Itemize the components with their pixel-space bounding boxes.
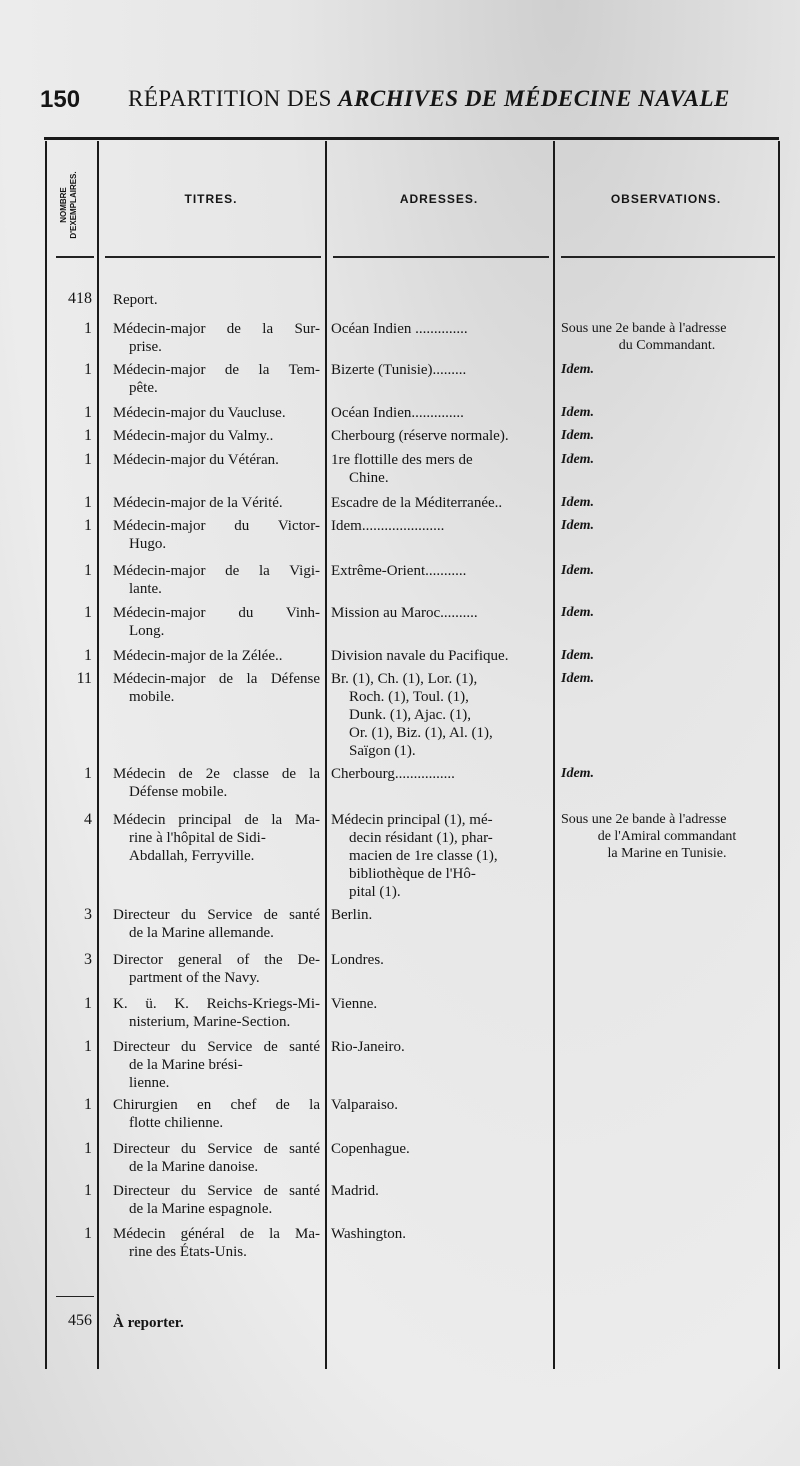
row-title-line: Médecin principal de la Ma- bbox=[113, 812, 320, 828]
column-divider-1 bbox=[97, 141, 99, 1369]
column-header-count-line2: D'EXEMPLAIRES. bbox=[69, 171, 78, 239]
row-address bbox=[331, 765, 549, 783]
row-title-line: Médecin-major du Victor- bbox=[113, 518, 320, 534]
row-observation-line: Sous une 2e bande à l'adresse bbox=[561, 812, 727, 827]
row-title-line: Médecin-major du Vinh- bbox=[113, 605, 320, 621]
row-title-line: pête. bbox=[129, 380, 158, 396]
row-count: 4 bbox=[84, 811, 92, 828]
row-address-line: Saïgon (1). bbox=[349, 743, 416, 759]
row-address bbox=[331, 494, 549, 512]
report-label: Report. bbox=[113, 292, 158, 308]
total-rule bbox=[56, 1296, 94, 1297]
row-address bbox=[331, 995, 549, 1013]
row-title-line: Médecin-major du Vétéran. bbox=[113, 452, 279, 468]
row-observation-line: Idem. bbox=[561, 405, 595, 420]
row-address-line: Madrid. bbox=[331, 1183, 379, 1199]
row-count: 1 bbox=[84, 562, 92, 579]
row-title-line: de la Marine allemande. bbox=[129, 925, 274, 941]
row-address bbox=[331, 451, 549, 487]
row-title-line: Abdallah, Ferryville. bbox=[129, 848, 255, 864]
row-title-line: Director general of the De- bbox=[113, 952, 320, 968]
row-count: 3 bbox=[84, 906, 92, 923]
row-title-line: Directeur du Service de santé bbox=[113, 1141, 320, 1157]
row-address bbox=[331, 1096, 549, 1114]
row-address bbox=[331, 647, 549, 665]
row-observation-line: du Commandant. bbox=[618, 338, 716, 353]
row-address bbox=[331, 906, 549, 924]
row-address-line: Médecin principal (1), mé- bbox=[331, 812, 493, 828]
row-count: 1 bbox=[84, 647, 92, 664]
row-title bbox=[113, 951, 320, 987]
row-observation bbox=[561, 517, 773, 534]
row-count: 1 bbox=[84, 995, 92, 1012]
row-count: 1 bbox=[84, 604, 92, 621]
column-divider-2 bbox=[325, 141, 327, 1369]
row-observation bbox=[561, 494, 773, 511]
row-observation bbox=[561, 811, 773, 862]
row-title bbox=[113, 494, 320, 512]
row-title-line: mobile. bbox=[129, 689, 175, 705]
row-count: 1 bbox=[84, 1038, 92, 1055]
row-address bbox=[331, 361, 549, 379]
row-count: 1 bbox=[84, 427, 92, 444]
row-address bbox=[331, 1140, 549, 1158]
row-observation bbox=[561, 604, 773, 621]
row-title-line: Défense mobile. bbox=[129, 784, 228, 800]
report-count: 418 bbox=[68, 290, 92, 307]
row-title bbox=[113, 451, 320, 469]
row-address-line: bibliothèque de l'Hô- bbox=[349, 866, 476, 882]
row-observation bbox=[561, 647, 773, 664]
row-observation bbox=[561, 562, 773, 579]
row-address-line: Berlin. bbox=[331, 907, 373, 923]
row-address-line: Chine. bbox=[349, 470, 389, 486]
row-observation-line: Idem. bbox=[561, 495, 595, 510]
row-address-line: Escadre de la Méditerranée.. bbox=[331, 495, 503, 511]
row-address-line: Rio-Janeiro. bbox=[331, 1039, 405, 1055]
row-title-line: lante. bbox=[129, 581, 162, 597]
row-address-line: Océan Indien.............. bbox=[331, 405, 464, 421]
row-count: 1 bbox=[84, 451, 92, 468]
row-count: 1 bbox=[84, 404, 92, 421]
row-title bbox=[113, 1182, 320, 1218]
row-title-line: Hugo. bbox=[129, 536, 167, 552]
row-address bbox=[331, 1225, 549, 1243]
row-observation-line: Idem. bbox=[561, 648, 595, 663]
row-address bbox=[331, 404, 549, 422]
row-title bbox=[113, 647, 320, 665]
row-address-line: macien de 1re classe (1), bbox=[349, 848, 498, 864]
total-label: À reporter. bbox=[113, 1315, 184, 1331]
row-address-line: Cherbourg................ bbox=[331, 766, 455, 782]
row-address-line: Océan Indien .............. bbox=[331, 321, 468, 337]
row-observation-line: Idem. bbox=[561, 605, 595, 620]
row-title-line: lienne. bbox=[129, 1075, 170, 1091]
row-observation-line: Idem. bbox=[561, 766, 595, 781]
running-title bbox=[128, 86, 730, 112]
row-observation bbox=[561, 427, 773, 444]
row-title-line: rine des États-Unis. bbox=[129, 1244, 247, 1260]
column-header-addresses: ADRESSES. bbox=[399, 192, 479, 206]
row-title-line: Médecin-major de la Vérité. bbox=[113, 495, 283, 511]
row-address bbox=[331, 1038, 549, 1056]
row-title bbox=[113, 1225, 320, 1261]
row-title-line: de la Marine brési- bbox=[129, 1057, 243, 1073]
row-title-line: nisterium, Marine-Section. bbox=[129, 1014, 291, 1030]
column-header-count bbox=[44, 160, 94, 250]
row-title bbox=[113, 1096, 320, 1132]
row-address bbox=[331, 811, 549, 901]
column-header-titles: TITRES. bbox=[184, 192, 238, 206]
row-address-line: Vienne. bbox=[331, 996, 378, 1012]
row-address bbox=[331, 562, 549, 580]
table-left-border bbox=[45, 141, 47, 1369]
row-observation bbox=[561, 765, 773, 782]
row-observation bbox=[561, 404, 773, 421]
row-count: 1 bbox=[84, 494, 92, 511]
row-address-line: Br. (1), Ch. (1), Lor. (1), bbox=[331, 671, 478, 687]
row-address bbox=[331, 427, 549, 445]
table-right-border bbox=[778, 141, 780, 1369]
row-count: 3 bbox=[84, 951, 92, 968]
row-title-line: Directeur du Service de santé bbox=[113, 1183, 320, 1199]
column-header-observations: OBSERVATIONS. bbox=[610, 192, 722, 206]
header-rule-titles bbox=[105, 256, 321, 258]
row-observation-line: de l'Amiral commandant bbox=[597, 829, 737, 844]
row-count: 1 bbox=[84, 361, 92, 378]
row-address-line: Extrême-Orient........... bbox=[331, 563, 467, 579]
row-count: 1 bbox=[84, 320, 92, 337]
row-title-line: Chirurgien en chef de la bbox=[113, 1097, 320, 1113]
row-title bbox=[113, 995, 320, 1031]
row-observation bbox=[561, 320, 773, 354]
row-title-line: flotte chilienne. bbox=[129, 1115, 224, 1131]
row-address-line: Dunk. (1), Ajac. (1), bbox=[349, 707, 472, 723]
row-address-line: Cherbourg (réserve normale). bbox=[331, 428, 509, 444]
row-title-line: Directeur du Service de santé bbox=[113, 1039, 320, 1055]
row-address bbox=[331, 951, 549, 969]
row-count: 1 bbox=[84, 517, 92, 534]
row-title-line: Médecin-major de la Défense bbox=[113, 671, 320, 687]
row-address-line: Or. (1), Biz. (1), Al. (1), bbox=[349, 725, 493, 741]
row-count: 11 bbox=[76, 670, 92, 687]
row-address-line: Bizerte (Tunisie)......... bbox=[331, 362, 467, 378]
row-count: 1 bbox=[84, 1182, 92, 1199]
row-title-line: Médecin-major de la Sur- bbox=[113, 321, 320, 337]
row-address-line: Roch. (1), Toul. (1), bbox=[349, 689, 469, 705]
row-title bbox=[113, 562, 320, 598]
running-title-plain: RÉPARTITION DES bbox=[128, 86, 332, 111]
row-title-line: Médecin général de la Ma- bbox=[113, 1226, 320, 1242]
row-title-line: de la Marine danoise. bbox=[129, 1159, 259, 1175]
row-observation bbox=[561, 361, 773, 378]
row-observation-line: Idem. bbox=[561, 563, 595, 578]
row-address bbox=[331, 1182, 549, 1200]
row-observation-line: Idem. bbox=[561, 452, 595, 467]
row-count: 1 bbox=[84, 765, 92, 782]
row-observation-line: Idem. bbox=[561, 671, 595, 686]
row-title-line: Médecin-major de la Vigi- bbox=[113, 563, 320, 579]
row-address-line: 1re flottille des mers de bbox=[331, 452, 473, 468]
table-top-rule bbox=[44, 137, 779, 140]
row-title-line: Médecin-major du Valmy.. bbox=[113, 428, 274, 444]
row-address-line: Copenhague. bbox=[331, 1141, 410, 1157]
row-address-line: Idem...................... bbox=[331, 518, 445, 534]
row-count: 1 bbox=[84, 1225, 92, 1242]
row-title-line: prise. bbox=[129, 339, 162, 355]
row-title bbox=[113, 1140, 320, 1176]
row-address-line: Mission au Maroc.......... bbox=[331, 605, 478, 621]
row-observation bbox=[561, 670, 773, 687]
row-title bbox=[113, 604, 320, 640]
row-address-line: Londres. bbox=[331, 952, 384, 968]
row-address bbox=[331, 670, 549, 760]
column-header-count-line1: NOMBRE bbox=[59, 187, 68, 223]
row-observation bbox=[561, 451, 773, 468]
running-title-italic: ARCHIVES DE MÉDECINE NAVALE bbox=[338, 86, 730, 111]
row-address-line: decin résidant (1), phar- bbox=[349, 830, 493, 846]
row-observation-line: Sous une 2e bande à l'adresse bbox=[561, 321, 727, 336]
row-title bbox=[113, 765, 320, 801]
row-title-line: de la Marine espagnole. bbox=[129, 1201, 273, 1217]
row-title-line: Directeur du Service de santé bbox=[113, 907, 320, 923]
page-header bbox=[40, 86, 730, 120]
row-title bbox=[113, 670, 320, 706]
row-address bbox=[331, 517, 549, 535]
row-count: 1 bbox=[84, 1140, 92, 1157]
total-count: 456 bbox=[68, 1312, 92, 1329]
row-title-line: Médecin-major du Vaucluse. bbox=[113, 405, 286, 421]
row-title-line: rine à l'hôpital de Sidi- bbox=[129, 830, 266, 846]
row-title-line: Médecin-major de la Tem- bbox=[113, 362, 320, 378]
row-title bbox=[113, 517, 320, 553]
row-address-line: Division navale du Pacifique. bbox=[331, 648, 509, 664]
page-number: 150 bbox=[40, 86, 81, 113]
row-title bbox=[113, 811, 320, 865]
row-observation-line: Idem. bbox=[561, 428, 595, 443]
row-title bbox=[113, 1038, 320, 1092]
row-count: 1 bbox=[84, 1096, 92, 1113]
row-observation-line: Idem. bbox=[561, 362, 595, 377]
row-address bbox=[331, 320, 549, 338]
header-rule-observations bbox=[561, 256, 775, 258]
header-rule-count bbox=[56, 256, 94, 258]
row-title-line: K. ü. K. Reichs-Kriegs-Mi- bbox=[113, 996, 320, 1012]
row-title bbox=[113, 404, 320, 422]
row-title bbox=[113, 320, 320, 356]
row-title bbox=[113, 906, 320, 942]
row-title-line: Long. bbox=[129, 623, 165, 639]
row-observation-line: la Marine en Tunisie. bbox=[607, 846, 727, 861]
row-title-line: Médecin de 2e classe de la bbox=[113, 766, 320, 782]
row-address-line: Washington. bbox=[331, 1226, 407, 1242]
header-rule-addresses bbox=[333, 256, 549, 258]
row-address-line: Valparaiso. bbox=[331, 1097, 399, 1113]
row-title bbox=[113, 427, 320, 445]
row-title bbox=[113, 361, 320, 397]
row-address-line: pital (1). bbox=[349, 884, 401, 900]
row-title-line: Médecin-major de la Zélée.. bbox=[113, 648, 283, 664]
row-observation-line: Idem. bbox=[561, 518, 595, 533]
row-address bbox=[331, 604, 549, 622]
column-divider-3 bbox=[553, 141, 555, 1369]
row-title-line: partment of the Navy. bbox=[129, 970, 260, 986]
